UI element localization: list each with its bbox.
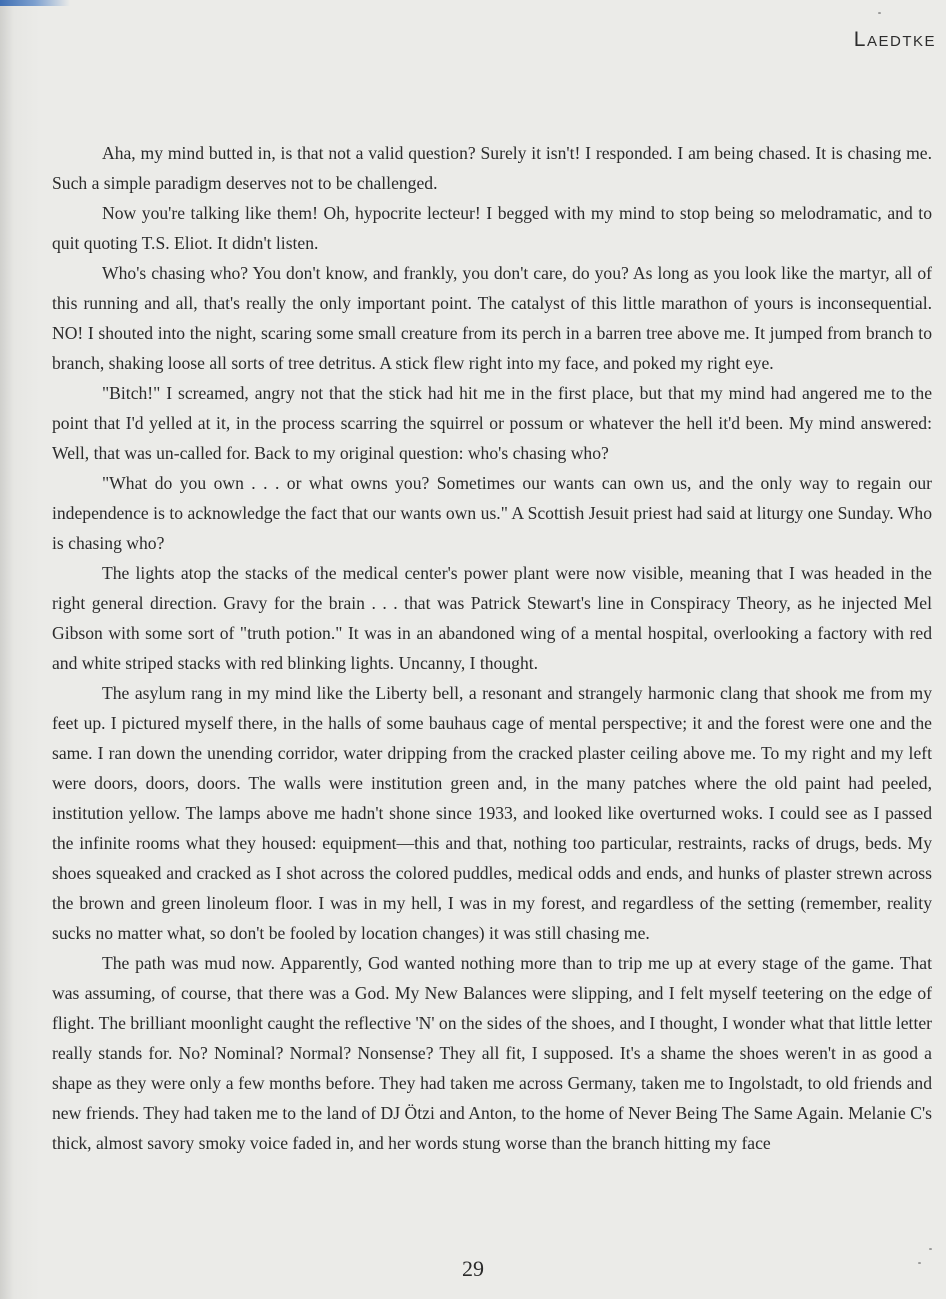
paragraph: Aha, my mind butted in, is that not a valid question? Surely it isn't! I responded. I am being chased. It is chasing me. Such a simple paradigm deserves not to be challenged. bbox=[52, 143, 932, 193]
page-number: 29 bbox=[462, 1256, 484, 1281]
paragraph: The path was mud now. Apparently, God wanted nothing more than to trip me up at every stage of the game. That was assuming, of course, that there was a God. My New Balances were slipping, and I felt myself teetering on the edge of flight. The brilliant moonlight caught the reflective 'N' on the sides of the shoes, and I thought, I wonder what that little letter really stands for. No? Nominal? Normal? Nonsense? They all fit, I supposed. It's a shame the shoes weren't in as good a shape as they were only a few months before. They had taken me across Germany, taken me to Ingolstadt, to old friends and new friends. They had taken me to the land of DJ Ötzi and Anton, to the home of Never Being The Same Again. Melanie C's thick, almost savory smoky voice faded in, and her words stung worse than the branch hitting my face bbox=[52, 953, 932, 1153]
body-text bbox=[52, 138, 932, 1158]
page-edge-mark bbox=[0, 0, 70, 6]
paragraph: "Bitch!" I screamed, angry not that the stick had hit me in the first place, but that my mind had angered me to the point that I'd yelled at it, in the process scarring the squirrel or possum or whatever the hell it'd been. My mind answered: Well, that was un-called for. Back to my original question: who's chasing who? bbox=[52, 383, 932, 463]
paper-speck bbox=[878, 12, 881, 14]
paragraph: The lights atop the stacks of the medical center's power plant were now visible, meaning that I was headed in the right general direction. Gravy for the brain . . . that was Patrick Stewart's line in Conspiracy Theory, as he injected Mel Gibson with some sort of "truth potion." It was in an abandoned wing of a mental hospital, overlooking a factory with red and white striped stacks with red blinking lights. Uncanny, I thought. bbox=[52, 563, 932, 673]
paragraph: Who's chasing who? You don't know, and frankly, you don't care, do you? As long as you look like the martyr, all of this running and all, that's really the only important point. The catalyst of this little marathon of yours is inconsequential. NO! I shouted into the night, scaring some small creature from its perch in a barren tree above me. It jumped from branch to branch, shaking loose all sorts of tree detritus. A stick flew right into my face, and poked my right eye. bbox=[52, 263, 932, 373]
paragraph: "What do you own . . . or what owns you? Sometimes our wants can own us, and the only way to regain our independence is to acknowledge the fact that our wants own us." A Scottish Jesuit priest had said at liturgy one Sunday. Who is chasing who? bbox=[52, 473, 932, 553]
paper-speck bbox=[929, 1248, 932, 1250]
paper-speck bbox=[918, 1262, 921, 1264]
paragraph: Now you're talking like them! Oh, hypocrite lecteur! I begged with my mind to stop being so melodramatic, and to quit quoting T.S. Eliot. It didn't listen. bbox=[52, 203, 932, 253]
paragraph: The asylum rang in my mind like the Liberty bell, a resonant and strangely harmonic clang that shook me from my feet up. I pictured myself there, in the halls of some bauhaus cage of mental perspective; it and the forest were one and the same. I ran down the unending corridor, water dripping from the cracked plaster ceiling above me. To my right and my left were doors, doors, doors. The walls were institution green and, in the many patches where the old paint had peeled, institution yellow. The lamps above me hadn't shone since 1933, and looked like overturned woks. I could see as I passed the infinite rooms what they housed: equipment—this and that, nothing too particular, restraints, racks of drugs, beds. My shoes squeaked and cracked as I shot across the colored puddles, medical odds and ends, and hunks of plaster strewn across the brown and green linoleum floor. I was in my hell, I was in my forest, and regardless of the setting (remember, reality sucks no matter what, so don't be fooled by location changes) it was still chasing me. bbox=[52, 683, 932, 943]
running-head: Laedtke bbox=[853, 28, 936, 51]
